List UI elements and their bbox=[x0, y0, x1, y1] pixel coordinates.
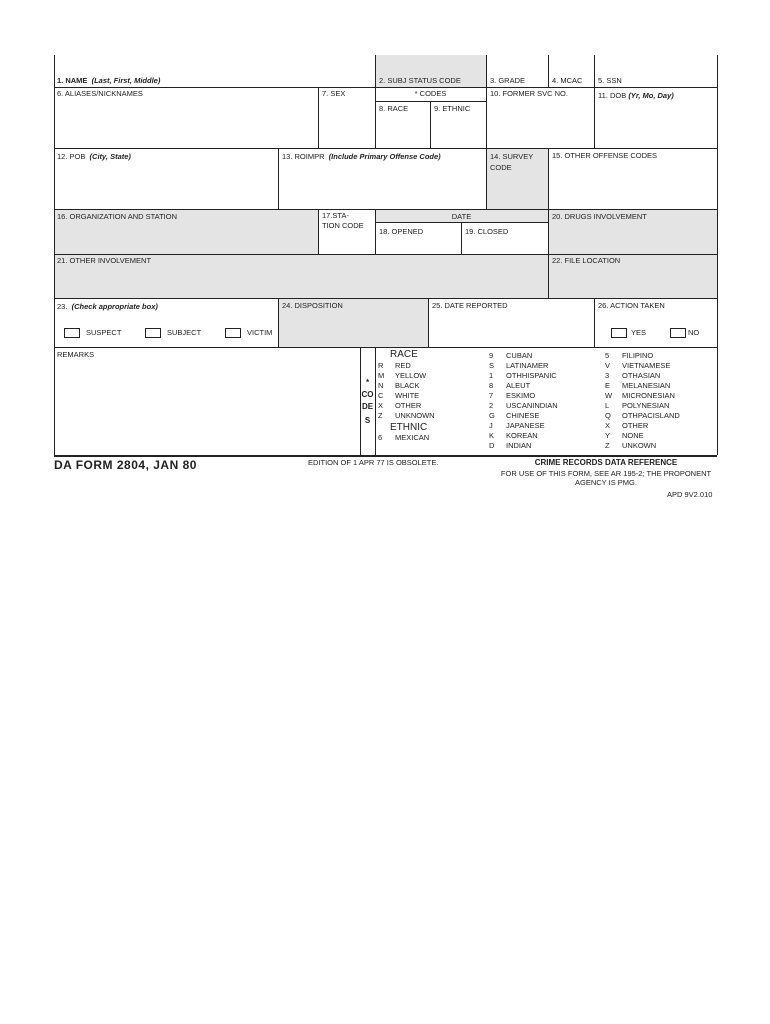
ethnic-code-item: 7 ESKIMO bbox=[489, 391, 536, 400]
race-code-item: N BLACK bbox=[378, 381, 420, 390]
ethnic-code-item: 2 USCANINDIAN bbox=[489, 401, 558, 410]
field-19-label: 19. CLOSED bbox=[465, 227, 509, 236]
codes-side-de: DE bbox=[361, 402, 374, 411]
field-23-label: 23. (Check appropriate box) bbox=[57, 302, 158, 311]
edition-note: EDITION OF 1 APR 77 IS OBSOLETE. bbox=[308, 458, 439, 467]
field-3-label: 3. GRADE bbox=[490, 76, 526, 85]
field-9-label: 9. ETHNIC bbox=[434, 104, 471, 113]
codes-side-star: * bbox=[365, 378, 370, 387]
field-7-label: 7. SEX bbox=[322, 89, 346, 98]
field-26-label: 26. ACTION TAKEN bbox=[598, 301, 665, 310]
date-header: DATE bbox=[451, 212, 472, 221]
ethnic-code-item: L POLYNESIAN bbox=[605, 401, 670, 410]
field-10-label: 10. FORMER SVC NO. bbox=[490, 89, 568, 98]
suspect-checkbox[interactable] bbox=[64, 328, 80, 338]
codes-side-co: CO bbox=[361, 390, 374, 399]
field-4-label: 4. MCAC bbox=[552, 76, 583, 85]
field-25-label: 25. DATE REPORTED bbox=[432, 301, 508, 310]
ethnic-title: ETHNIC bbox=[390, 422, 428, 433]
ethnic-code-item: X OTHER bbox=[605, 421, 649, 430]
form-title: CRIME RECORDS DATA REFERENCE bbox=[534, 458, 678, 467]
field-5-label: 5. SSN bbox=[598, 76, 622, 85]
apd-code: APD 9V2.010 bbox=[667, 490, 713, 499]
ethnic-code-item: J JAPANESE bbox=[489, 421, 545, 430]
ethnic-code-item: V VIETNAMESE bbox=[605, 361, 671, 370]
field-18-label: 18. OPENED bbox=[379, 227, 424, 236]
no-checkbox[interactable] bbox=[670, 328, 686, 338]
field-14-label-2: CODE bbox=[490, 163, 512, 172]
ethnic-code-item: S LATINAMER bbox=[489, 361, 549, 370]
ethnic-code-item: 6 MEXICAN bbox=[378, 433, 430, 442]
field-14-label-1: 14. SURVEY bbox=[490, 152, 534, 161]
field-12-label: 12. POB (City, State) bbox=[57, 152, 131, 161]
race-code-item: X OTHER bbox=[378, 401, 422, 410]
field-15-label: 15. OTHER OFFENSE CODES bbox=[552, 151, 658, 160]
field-1-name-label: 1. NAME (Last, First, Middle) bbox=[57, 76, 161, 85]
victim-checkbox[interactable] bbox=[225, 328, 241, 338]
suspect-label: SUSPECT bbox=[86, 328, 122, 337]
ethnic-code-item: Z UNKOWN bbox=[605, 441, 657, 450]
codes-header: * CODES bbox=[414, 89, 447, 98]
form-id: DA FORM 2804, JAN 80 bbox=[54, 458, 197, 472]
field-17-label-2: TION CODE bbox=[322, 221, 364, 230]
usage-note-1: FOR USE OF THIS FORM, SEE AR 195-2; THE PROPONENT bbox=[500, 469, 712, 478]
ethnic-code-item: K KOREAN bbox=[489, 431, 538, 440]
no-label: NO bbox=[688, 328, 700, 337]
ethnic-code-list-2 bbox=[605, 351, 680, 451]
ethnic-code-item: 9 CUBAN bbox=[489, 351, 533, 360]
ethnic-code-item: 8 ALEUT bbox=[489, 381, 531, 390]
yes-label: YES bbox=[631, 328, 647, 337]
ethnic-code-item: 5 FILIPINO bbox=[605, 351, 654, 360]
field-21-label: 21. OTHER INVOLVEMENT bbox=[57, 256, 152, 265]
field-11-label: 11. DOB (Yr, Mo, Day) bbox=[598, 91, 674, 100]
ethnic-code-item: Y NONE bbox=[605, 431, 644, 440]
field-6-label: 6. ALIASES/NICKNAMES bbox=[57, 89, 143, 98]
ethnic-code-item: W MICRONESIAN bbox=[605, 391, 675, 400]
victim-label: VICTIM bbox=[247, 328, 273, 337]
field-20-label: 20. DRUGS INVOLVEMENT bbox=[552, 212, 647, 221]
yes-checkbox[interactable] bbox=[611, 328, 627, 338]
race-code-list bbox=[378, 361, 435, 421]
field-16-label: 16. ORGANIZATION AND STATION bbox=[57, 212, 178, 221]
field-17-label-1: 17.STA- bbox=[322, 211, 349, 220]
ethnic-code-list-1 bbox=[489, 351, 558, 451]
field-24-label: 24. DISPOSITION bbox=[282, 301, 343, 310]
ethnic-code-item: E MELANESIAN bbox=[605, 381, 671, 390]
field-22-label: 22. FILE LOCATION bbox=[552, 256, 621, 265]
race-code-item: R RED bbox=[378, 361, 411, 370]
race-code-item: Z UNKNOWN bbox=[378, 411, 435, 420]
ethnic-code-item: Q OTHPACISLAND bbox=[605, 411, 680, 420]
ethnic-code-item: 3 OTHASIAN bbox=[605, 371, 661, 380]
usage-note-2: AGENCY IS PMG. bbox=[575, 478, 637, 487]
race-title: RACE bbox=[390, 349, 418, 360]
subject-checkbox[interactable] bbox=[145, 328, 161, 338]
ethnic-code-item: 1 OTHHISPANIC bbox=[489, 371, 557, 380]
race-code-item: C WHITE bbox=[378, 391, 420, 400]
field-13-label: 13. ROIMPR (Include Primary Offense Code) bbox=[282, 152, 441, 161]
ethnic-code-item: D INDIAN bbox=[489, 441, 532, 450]
race-code-item: M YELLOW bbox=[378, 371, 427, 380]
codes-side-s: S bbox=[364, 416, 371, 425]
ethnic-code-item: G CHINESE bbox=[489, 411, 540, 420]
subject-label: SUBJECT bbox=[167, 328, 202, 337]
field-2-label: 2. SUBJ STATUS CODE bbox=[379, 76, 461, 85]
field-8-label: 8. RACE bbox=[379, 104, 409, 113]
remarks-label: REMARKS bbox=[57, 350, 95, 359]
